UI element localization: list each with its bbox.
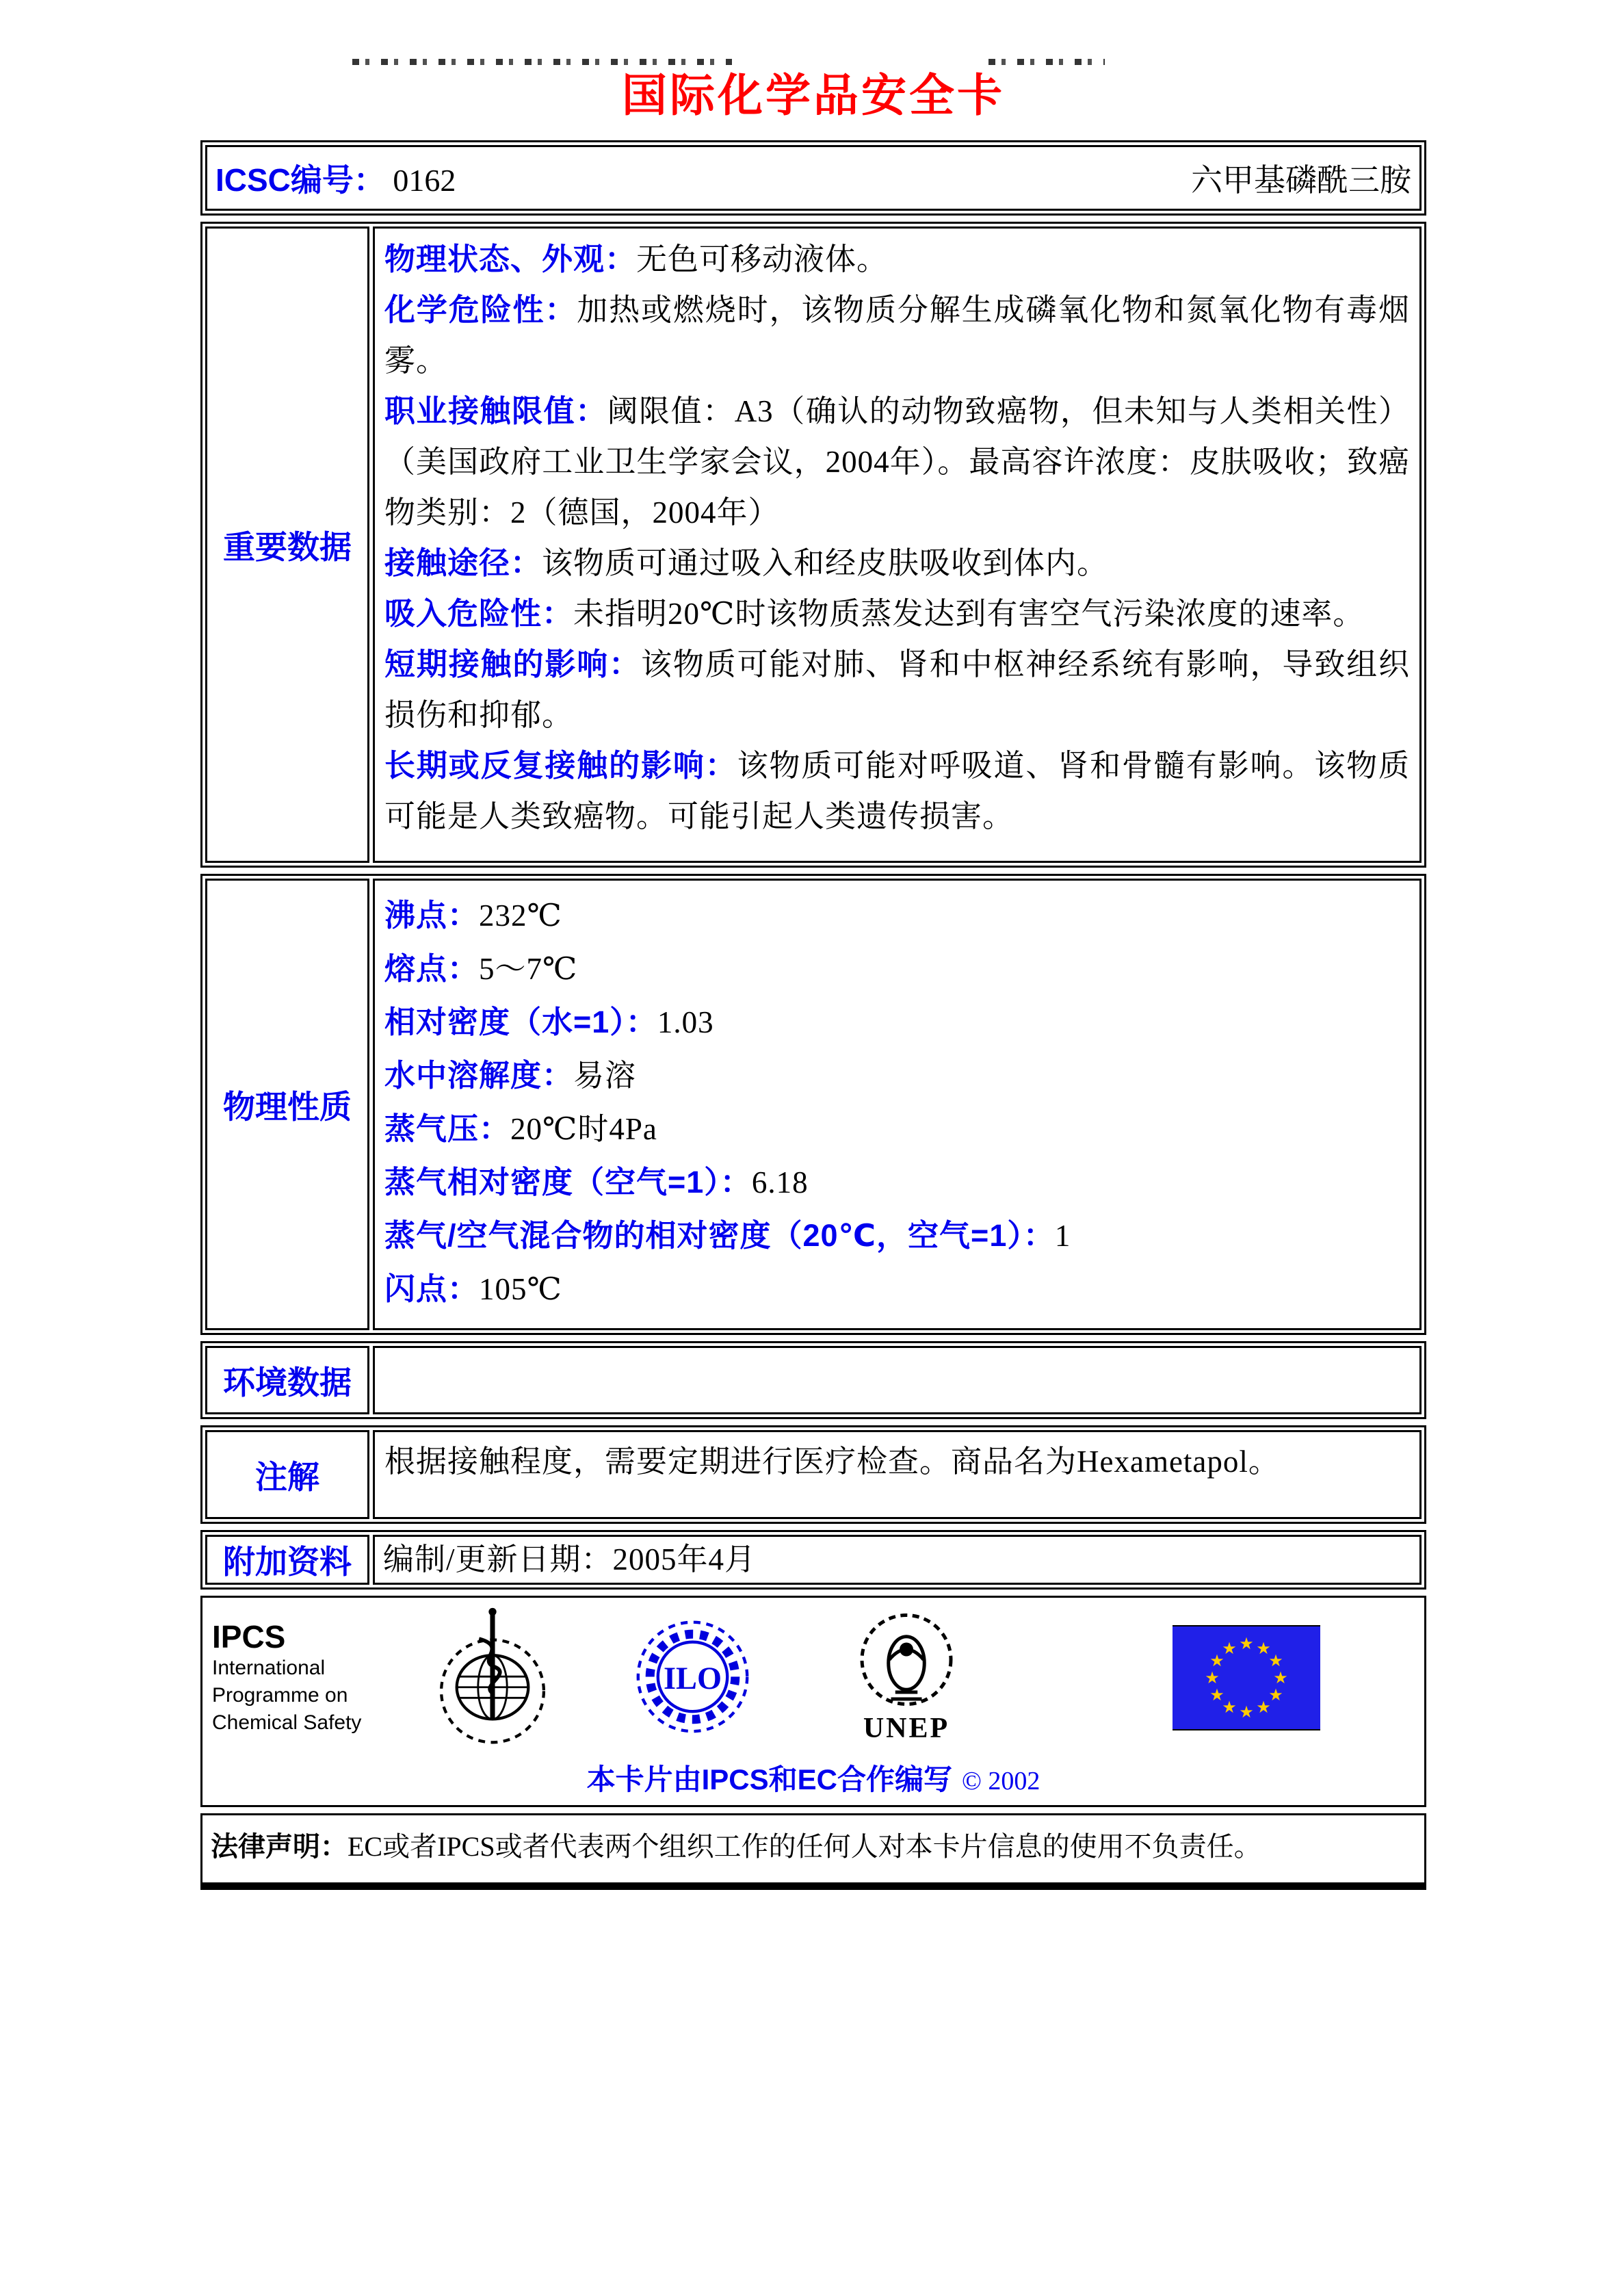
item-text: 阈限值：A3（确认的动物致癌物，但未知与人类相关性）（美国政府工业卫生学家会议，2004年）。最高容许浓度：皮肤吸收；致癌物类别：2（德国，2004年） — [384, 394, 1410, 530]
property-value: 1 — [1054, 1219, 1071, 1253]
eu-star-icon: ★ — [1268, 1650, 1283, 1670]
ipcs-acronym: IPCS — [212, 1618, 286, 1655]
icsc-number-group — [215, 155, 456, 200]
property-value: 6.18 — [751, 1165, 809, 1200]
ilo-text: ILO — [663, 1661, 722, 1696]
ipcs-line: Chemical Safety — [212, 1711, 362, 1734]
header-row — [200, 140, 1426, 216]
item-text: 该物质可通过吸入和经皮肤吸收到体内。 — [542, 546, 1109, 580]
section-notes — [200, 1425, 1426, 1524]
safety-card — [200, 59, 1426, 1890]
section-environmental-data-header — [205, 1346, 369, 1414]
eu-star-icon: ★ — [1222, 1697, 1237, 1717]
property-row — [384, 1209, 1410, 1262]
important-item — [384, 234, 1410, 285]
important-item — [384, 740, 1410, 842]
section-label: 环境数据 — [223, 1364, 352, 1401]
property-value: 232℃ — [479, 898, 562, 933]
property-row — [384, 1102, 1410, 1156]
footer-logos-box — [200, 1596, 1426, 1807]
property-value: 易溶 — [573, 1059, 637, 1093]
section-additional-info-header — [205, 1535, 369, 1585]
important-item — [384, 588, 1410, 639]
property-value: 105℃ — [479, 1272, 562, 1306]
item-text: 该物质可能对肺、肾和中枢神经系统有影响，导致组织损伤和抑郁。 — [384, 647, 1410, 732]
important-item — [384, 386, 1410, 538]
property-row — [384, 1262, 1410, 1316]
section-important-data-content — [373, 226, 1422, 863]
page-title: 国际化学品安全卡 — [622, 70, 1005, 120]
section-important-data-header — [205, 226, 369, 863]
clipped-header-artifact — [352, 59, 732, 65]
eu-star-icon: ★ — [1268, 1685, 1283, 1704]
item-text: 未指明20℃时该物质蒸发达到有害空气污染浓度的速率。 — [573, 597, 1365, 631]
section-environmental-data — [200, 1341, 1426, 1419]
eu-star-icon: ★ — [1209, 1650, 1224, 1670]
eu-star-icon: ★ — [1222, 1638, 1237, 1658]
eu-flag-icon — [1173, 1625, 1320, 1730]
section-physical-properties-content — [373, 879, 1422, 1330]
section-notes-header — [205, 1430, 369, 1519]
section-physical-properties — [200, 874, 1426, 1335]
property-label: 蒸气相对密度（空气=1）： — [384, 1165, 752, 1200]
section-label: 物理性质 — [223, 1088, 352, 1125]
item-text: 无色可移动液体。 — [636, 242, 889, 276]
property-value: 1.03 — [657, 1005, 714, 1039]
eu-star-icon: ★ — [1239, 1633, 1254, 1653]
clipped-header-artifact — [988, 59, 1105, 65]
eu-star-icon: ★ — [1209, 1685, 1224, 1704]
ipcs-text-block — [212, 1619, 397, 1737]
section-additional-info-content: 编制/更新日期：2005年4月 — [373, 1535, 1422, 1585]
caption-copyright: © 2002 — [962, 1767, 1040, 1795]
property-row — [384, 942, 1410, 996]
eu-star-icon: ★ — [1239, 1702, 1254, 1722]
ipcs-line: International — [212, 1656, 326, 1679]
important-item — [384, 538, 1410, 588]
section-additional-info — [200, 1530, 1426, 1590]
property-label: 沸点： — [384, 898, 480, 933]
property-label: 蒸气压： — [384, 1111, 511, 1146]
item-label: 接触途径： — [384, 545, 542, 580]
item-label: 吸入危险性： — [384, 596, 574, 631]
logos-row — [202, 1607, 1424, 1748]
property-row — [384, 1156, 1410, 1209]
footer-caption — [202, 1757, 1424, 1798]
item-label: 短期接触的影响： — [384, 647, 641, 682]
property-label: 蒸气/空气混合物的相对密度（20℃，空气=1）： — [384, 1218, 1055, 1253]
section-label: 附加资料 — [223, 1544, 352, 1580]
property-label: 相对密度（水=1）： — [384, 1004, 657, 1039]
item-label: 职业接触限值： — [384, 393, 607, 428]
section-important-data — [200, 222, 1426, 868]
header-row-cell — [205, 145, 1422, 211]
legal-label: 法律声明： — [211, 1832, 348, 1862]
unep-text: UNEP — [863, 1713, 950, 1744]
property-value: 5～7℃ — [479, 952, 578, 986]
caption-text: 本卡片由IPCS和EC合作编写 — [586, 1763, 952, 1795]
item-label: 长期或反复接触的影响： — [384, 748, 737, 783]
ilo-emblem-icon — [633, 1607, 752, 1748]
eu-star-icon: ★ — [1256, 1697, 1271, 1717]
unep-emblem-icon — [855, 1610, 958, 1745]
section-physical-properties-header — [205, 879, 369, 1330]
important-item — [384, 285, 1410, 386]
property-label: 熔点： — [384, 951, 480, 986]
property-label: 水中溶解度： — [384, 1058, 574, 1093]
item-text: 该物质可能对呼吸道、肾和骨髓有影响。该物质可能是人类致癌物。可能引起人类遗传损害。 — [384, 749, 1410, 833]
legal-notice — [200, 1813, 1426, 1890]
eu-star-icon: ★ — [1273, 1668, 1288, 1687]
section-label: 注解 — [255, 1458, 319, 1495]
item-label: 物理状态、外观： — [384, 242, 637, 276]
property-row — [384, 889, 1410, 942]
property-label: 闪点： — [384, 1271, 480, 1306]
section-notes-content: 根据接触程度，需要定期进行医疗检查。商品名为Hexametapol。 — [373, 1430, 1422, 1519]
eu-star-icon: ★ — [1256, 1638, 1271, 1658]
icsc-number-value: 0162 — [393, 163, 456, 198]
legal-text: EC或者IPCS或者代表两个组织工作的任何人对本卡片信息的使用不负责任。 — [348, 1831, 1261, 1862]
section-label: 重要数据 — [223, 528, 352, 565]
chemical-name: 六甲基磷酰三胺 — [1191, 163, 1411, 198]
section-environmental-data-content — [373, 1346, 1422, 1414]
who-emblem-icon — [434, 1606, 551, 1750]
item-label: 化学危险性： — [384, 292, 577, 327]
eu-star-icon: ★ — [1205, 1668, 1220, 1687]
property-row — [384, 1049, 1410, 1102]
property-row — [384, 996, 1410, 1049]
icsc-number-label: ICSC编号： — [215, 162, 385, 198]
item-text: 加热或燃烧时，该物质分解生成磷氧化物和氮氧化物有毒烟雾。 — [384, 293, 1410, 378]
important-item — [384, 639, 1410, 740]
property-value: 20℃时4Pa — [510, 1112, 657, 1146]
ipcs-line: Programme on — [212, 1683, 348, 1707]
